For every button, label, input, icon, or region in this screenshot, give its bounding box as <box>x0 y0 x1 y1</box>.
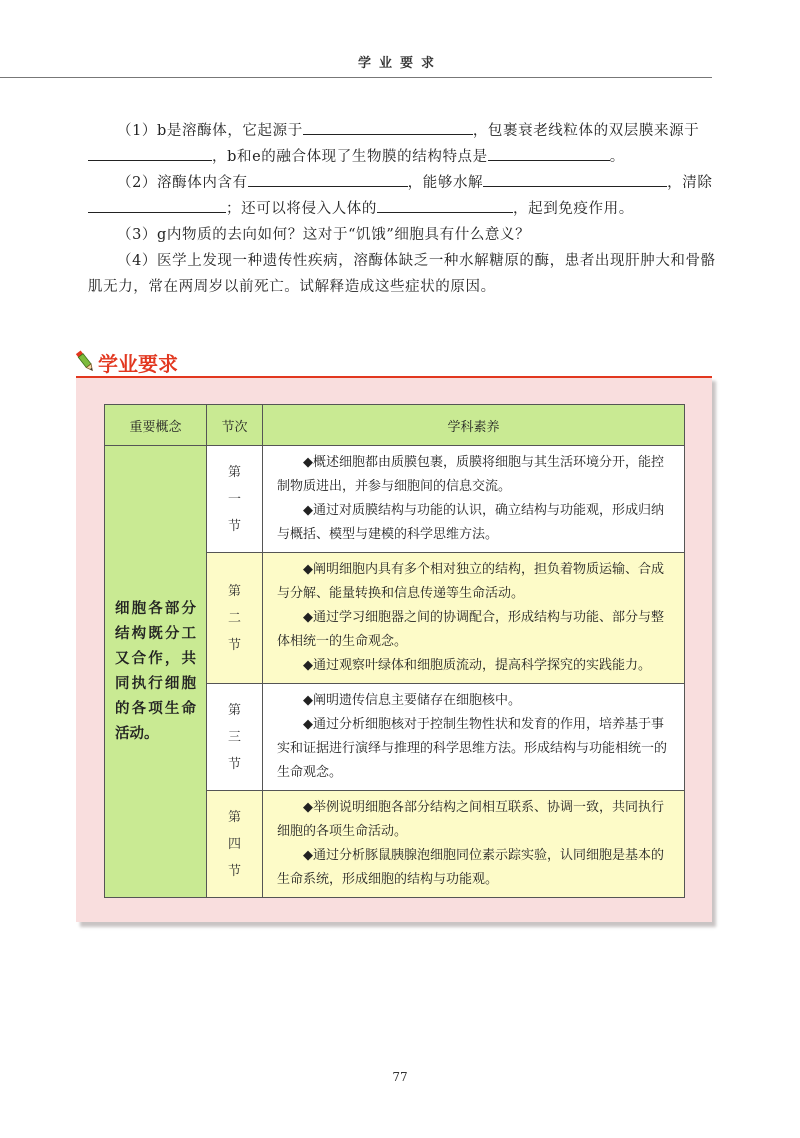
header-concept: 重要概念 <box>105 405 207 446</box>
question-text: ，b和e的融合体现了生物膜的结构特点是 <box>212 149 488 165</box>
answer-blank[interactable] <box>88 144 212 161</box>
question-number: （1） <box>117 123 158 139</box>
question-1 <box>88 118 716 170</box>
question-text: g内物质的去向如何？这对于“饥饿”细胞具有什么意义？ <box>157 227 531 243</box>
section-char: 三 <box>227 729 241 745</box>
answer-blank[interactable] <box>303 118 473 135</box>
question-text: ；还可以将侵入人体的 <box>226 201 377 217</box>
header-section: 节次 <box>207 405 263 446</box>
page-number: 77 <box>392 1070 408 1084</box>
section-char: 一 <box>227 491 241 507</box>
section-char: 第 <box>227 809 241 825</box>
question-number: （4） <box>117 253 158 269</box>
literacy-item: ◆通过学习细胞器之间的协调配合，形成结构与功能、部分与整体相统一的生命观念。 <box>277 610 664 649</box>
literacy-item: ◆阐明遗传信息主要储存在细胞核中。 <box>303 693 521 708</box>
question-text: ，包裹衰老线粒体的双层膜来源于 <box>472 123 700 139</box>
literacy-item: ◆概述细胞都由质膜包裹，质膜将细胞与其生活环境分开，能控制物质进出，并参与细胞间的信息交流。 <box>277 455 664 494</box>
page-header <box>0 0 800 80</box>
question-text: 医学上发现一种遗传性疾病，溶酶体缺乏一种水解糖原的酶，患者出现肝肿大和骨骼肌无力，常在两周岁以前死亡。试解释造成这些症状的原因。 <box>88 253 716 295</box>
literacy-item: ◆阐明细胞内具有多个相对独立的结构，担负着物质运输、合成与分解、能量转换和信息传递等生命活动。 <box>277 562 664 601</box>
section-char: 节 <box>227 637 241 653</box>
answer-blank[interactable] <box>248 170 408 187</box>
section-title: 学业要求 <box>98 352 178 376</box>
literacy-item: ◆通过观察叶绿体和细胞质流动，提高科学探究的实践能力。 <box>303 658 651 673</box>
answer-blank[interactable] <box>88 196 226 213</box>
section-char: 第 <box>227 583 241 599</box>
question-2 <box>88 170 716 222</box>
section-cell <box>207 684 263 791</box>
literacy-item: ◆举例说明细胞各部分结构之间相互联系、协调一致，共同执行细胞的各项生命活动。 <box>277 800 664 839</box>
literacy-cell <box>263 791 685 898</box>
requirements-table <box>104 404 685 898</box>
question-3 <box>88 222 716 248</box>
section-cell <box>207 446 263 553</box>
question-block <box>88 118 716 300</box>
header-rule <box>0 77 712 78</box>
header-literacy: 学科素养 <box>263 405 685 446</box>
section-char: 第 <box>227 464 241 480</box>
table-header-row <box>105 405 685 446</box>
section-char: 节 <box>227 863 241 879</box>
question-text: ，清除 <box>667 175 713 191</box>
answer-blank[interactable] <box>483 170 667 187</box>
literacy-cell <box>263 684 685 791</box>
question-text: 溶酶体内含有 <box>157 175 248 191</box>
section-char: 四 <box>227 836 241 852</box>
running-header-title: 学业要求 <box>357 56 442 71</box>
literacy-cell <box>263 553 685 684</box>
section-char: 节 <box>227 756 241 772</box>
section-char: 二 <box>227 610 241 626</box>
literacy-cell <box>263 446 685 553</box>
question-number: （3） <box>117 227 158 243</box>
question-text: ，能够水解 <box>407 175 484 191</box>
section-cell <box>207 553 263 684</box>
literacy-item: ◆通过分析细胞核对于控制生物性状和发育的作用，培养基于事实和证据进行演绎与推理的科学思维方法。形成结构与功能相统一的生命观念。 <box>277 717 668 780</box>
concept-cell: 细胞各部分结构既分工又合作，共同执行细胞的各项生命活动。 <box>105 446 207 898</box>
question-text: 。 <box>609 149 625 165</box>
table-row <box>105 446 685 553</box>
question-text: ，起到免疫作用。 <box>513 201 634 217</box>
question-text: b是溶酶体，它起源于 <box>157 123 303 139</box>
section-cell <box>207 791 263 898</box>
question-number: （2） <box>117 175 158 191</box>
answer-blank[interactable] <box>377 196 513 213</box>
question-4 <box>88 248 716 300</box>
literacy-item: ◆通过分析豚鼠胰腺泡细胞同位素示踪实验，认同细胞是基本的生命系统，形成细胞的结构与功能观。 <box>277 848 664 887</box>
section-heading <box>74 346 374 376</box>
section-char: 第 <box>227 702 241 718</box>
literacy-item: ◆通过对质膜结构与功能的认识，确立结构与功能观，形成归纳与概括、模型与建模的科学思维方法。 <box>277 503 664 542</box>
answer-blank[interactable] <box>488 144 610 161</box>
section-char: 节 <box>227 518 241 534</box>
pencil-icon <box>74 348 96 374</box>
